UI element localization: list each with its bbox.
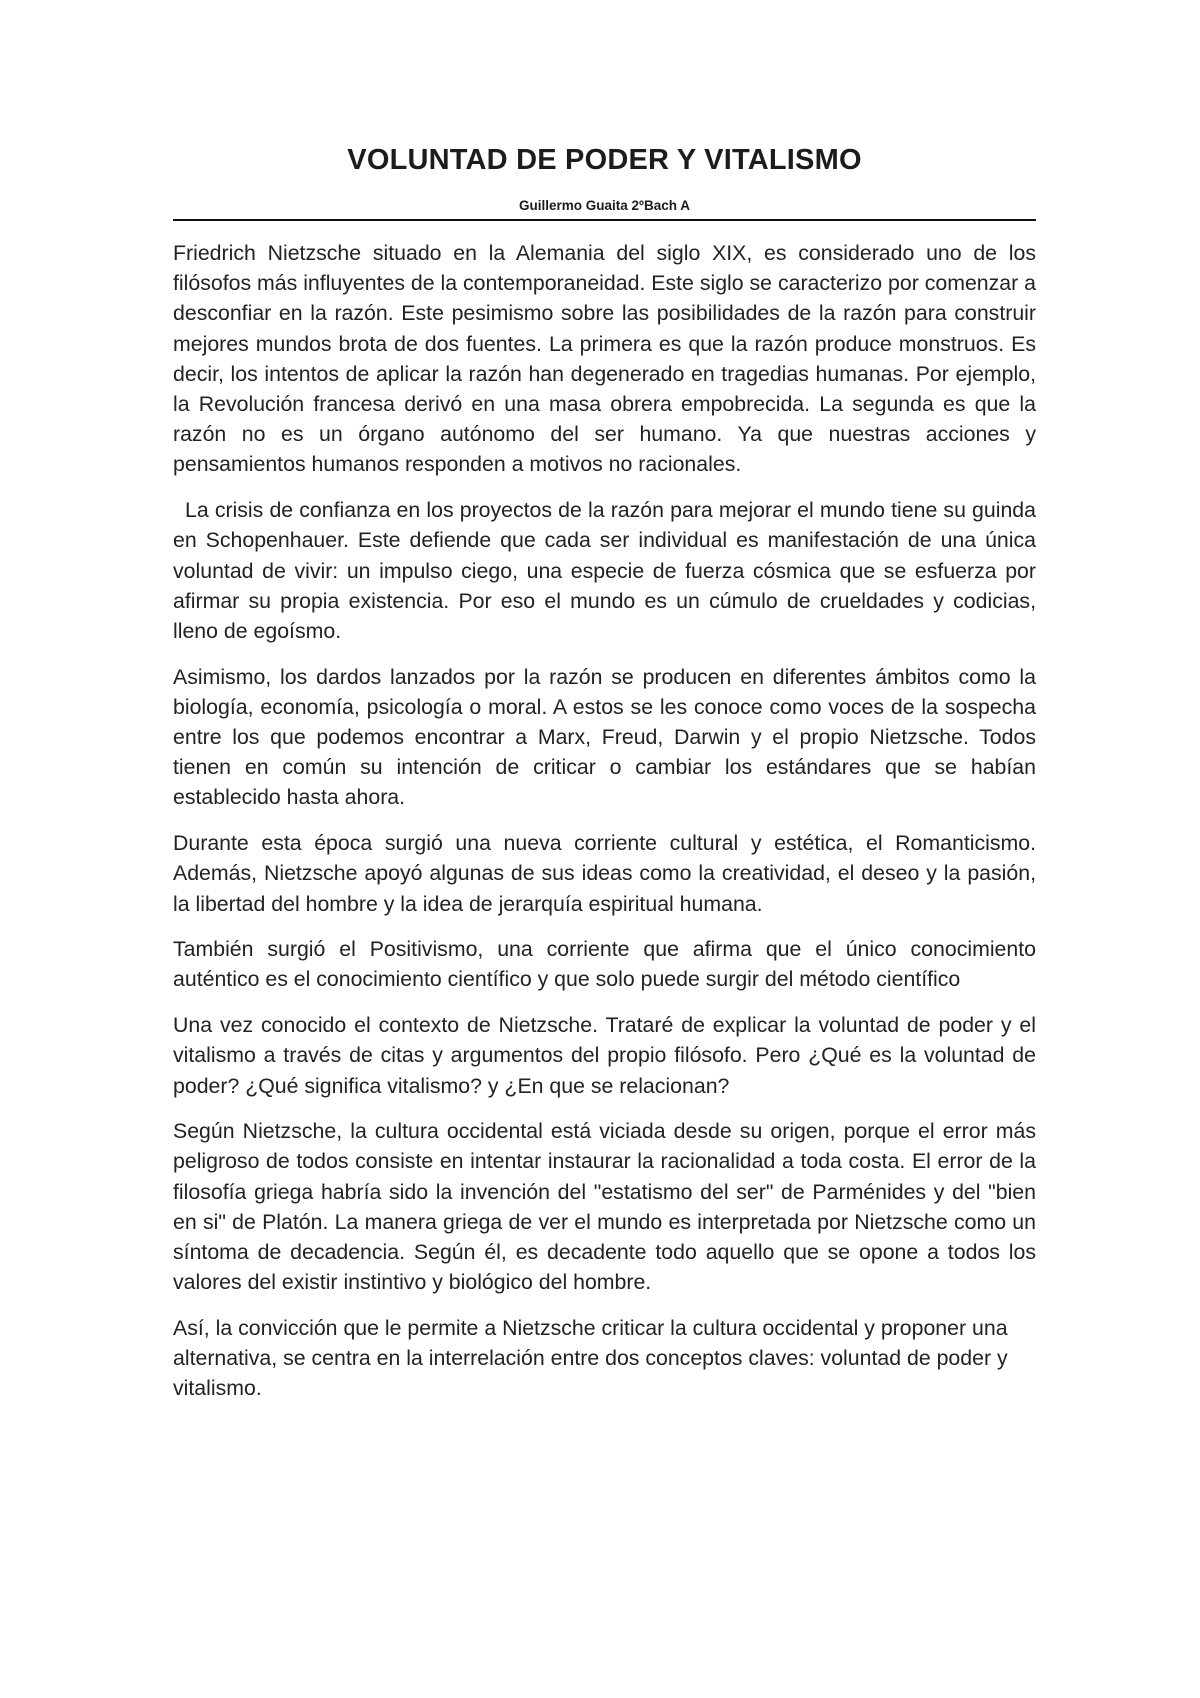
title-divider: [173, 219, 1036, 221]
paragraph-positivism: También surgió el Positivismo, una corriente que afirma que el único conocimiento auténtico es el conocimiento científico y que solo puede surgir del método científico: [173, 937, 1036, 992]
paragraph-context: Friedrich Nietzsche situado en la Alemania del siglo XIX, es considerado uno de los filósofos más influyentes de la contemporaneidad. Este siglo se caracterizo por comenzar a desconfiar en la razón. Este pesimismo sobre las posibilidades de la razón para construir mejores mundos brota de dos fuentes. La primera es que la razón produce monstruos. Es decir, los intentos de aplicar la razón han degenerado en tragedias humanas. Por ejemplo, la Revolución francesa derivó en una masa obrera empobrecida. La segunda es que la razón no es un órgano autónomo del ser humano. Ya que nuestras acciones y pensamientos humanos responden a motivos no racionales.: [173, 241, 1036, 477]
document-body: [173, 238, 1036, 1419]
author-line: Guillermo Guaita 2ºBach A: [519, 198, 690, 213]
paragraph-questions: Una vez conocido el contexto de Nietzsche. Trataré de explicar la voluntad de poder y el vitalismo a través de citas y argumentos del propio filósofo. Pero ¿Qué es la voluntad de poder? ¿Qué significa vitalismo? y ¿En que se relacionan?: [173, 1013, 1036, 1098]
paragraph-western-culture: Según Nietzsche, la cultura occidental está viciada desde su origen, porque el error más peligroso de todos consiste en intentar instaurar la racionalidad a toda costa. El error de la filosofía griega habría sido la invención del "estatismo del ser" de Parménides y del "bien en si" de Platón. La manera griega de ver el mundo es interpretada por Nietzsche como un síntoma de decadencia. Según él, es decadente todo aquello que se opone a todos los valores del existir instintivo y biológico del hombre.: [173, 1119, 1036, 1295]
paragraph-schopenhauer: La crisis de confianza en los proyectos de la razón para mejorar el mundo tiene su guinda en Schopenhauer. Este defiende que cada ser individual es manifestación de una única voluntad de vivir: un impulso ciego, una especie de fuerza cósmica que se esfuerza por afirmar su propia existencia. Por eso el mundo es un cúmulo de crueldades y codicias, lleno de egoísmo.: [173, 498, 1036, 643]
paragraph-suspicion: Asimismo, los dardos lanzados por la razón se producen en diferentes ámbitos como la biología, economía, psicología o moral. A estos se les conoce como voces de la sospecha entre los que podemos encontrar a Marx, Freud, Darwin y el propio Nietzsche. Todos tienen en común su intención de criticar o cambiar los estándares que se habían establecido hasta ahora.: [173, 664, 1036, 810]
document-title: VOLUNTAD DE PODER Y VITALISMO: [347, 144, 862, 176]
paragraph-romanticism: Durante esta época surgió una nueva corriente cultural y estética, el Romanticismo. Además, Nietzsche apoyó algunas de sus ideas como la creatividad, el deseo y la pasión, la libertad del hombre y la idea de jerarquía espiritual humana.: [173, 831, 1036, 916]
paragraph-conclusion: Así, la convicción que le permite a Nietzsche criticar la cultura occidental y proponer una alternativa, se centra en la interrelación entre dos conceptos claves: voluntad de poder y vitalismo.: [173, 1316, 1008, 1401]
